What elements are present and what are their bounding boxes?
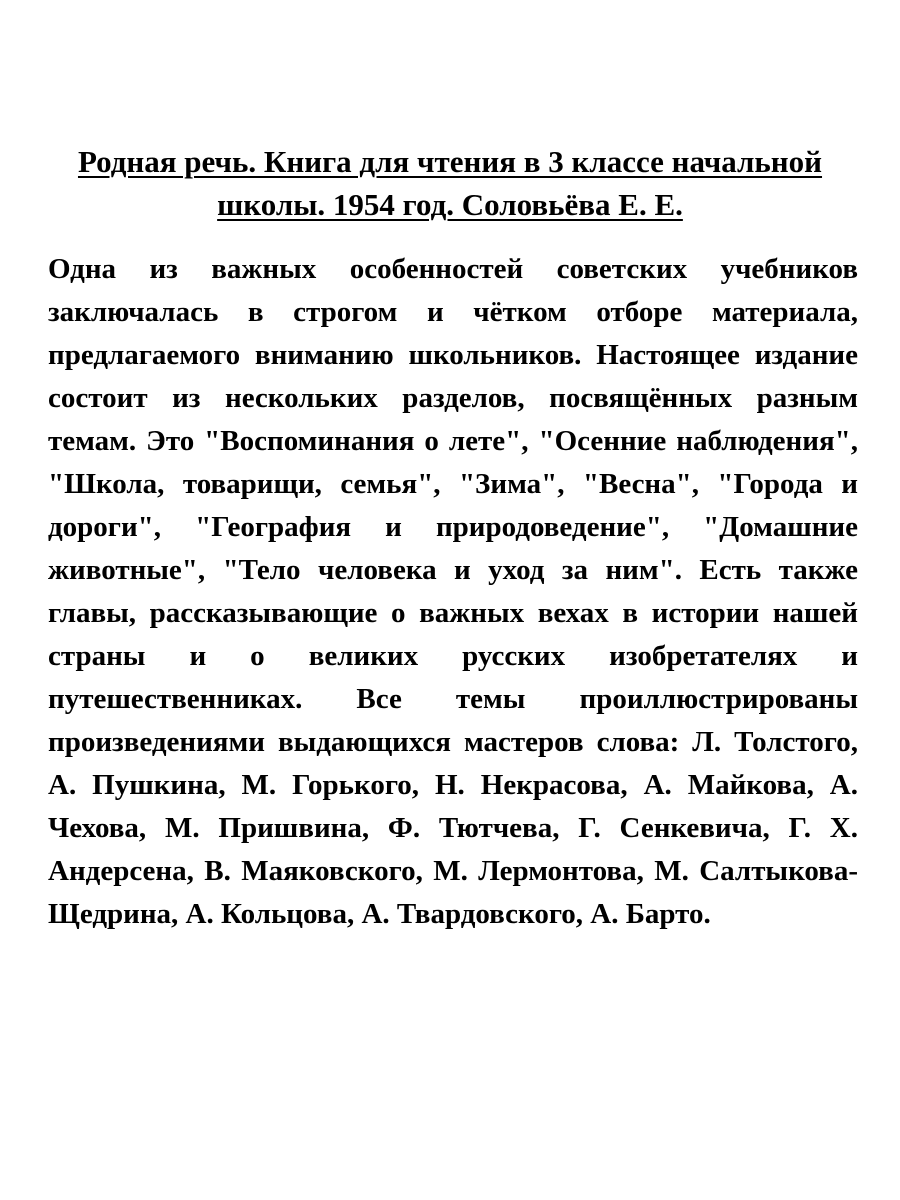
document-body: Одна из важных особенностей советских учебников заключалась в строгом и чётком отборе материала, предлагаемого вниманию школьников. Настоящее издание состоит из нескольких разделов, посвящённых разным темам. Это "Воспоминания о лете", "Осенние наблюдения", "Школа, товарищи, семья", "Зима", "Весна", "Города и дороги", "География и природоведение", "Домашние животные", "Тело человека и уход за ним". Есть также главы, рассказывающие о важных вехах в истории нашей страны и о великих русских изобретателях и путешественниках. Все темы проиллюстрированы произведениями выдающихся мастеров слова: Л. Толстого, А. Пушкина, М. Горького, Н. Некрасова, А. Майкова, А. Чехова, М. Пришвина, Ф. Тютчева, Г. Сенкевича, Г. Х. Андерсена, В. Маяковского, М. Лермонтова, М. Салтыкова-Щедрина, А. Кольцова, А. Твардовского, А. Барто. xyxy=(48,253,858,930)
document-title: Родная речь. Книга для чтения в 3 классе начальной школы. 1954 год. Соловьёва Е. Е. xyxy=(77,144,823,222)
